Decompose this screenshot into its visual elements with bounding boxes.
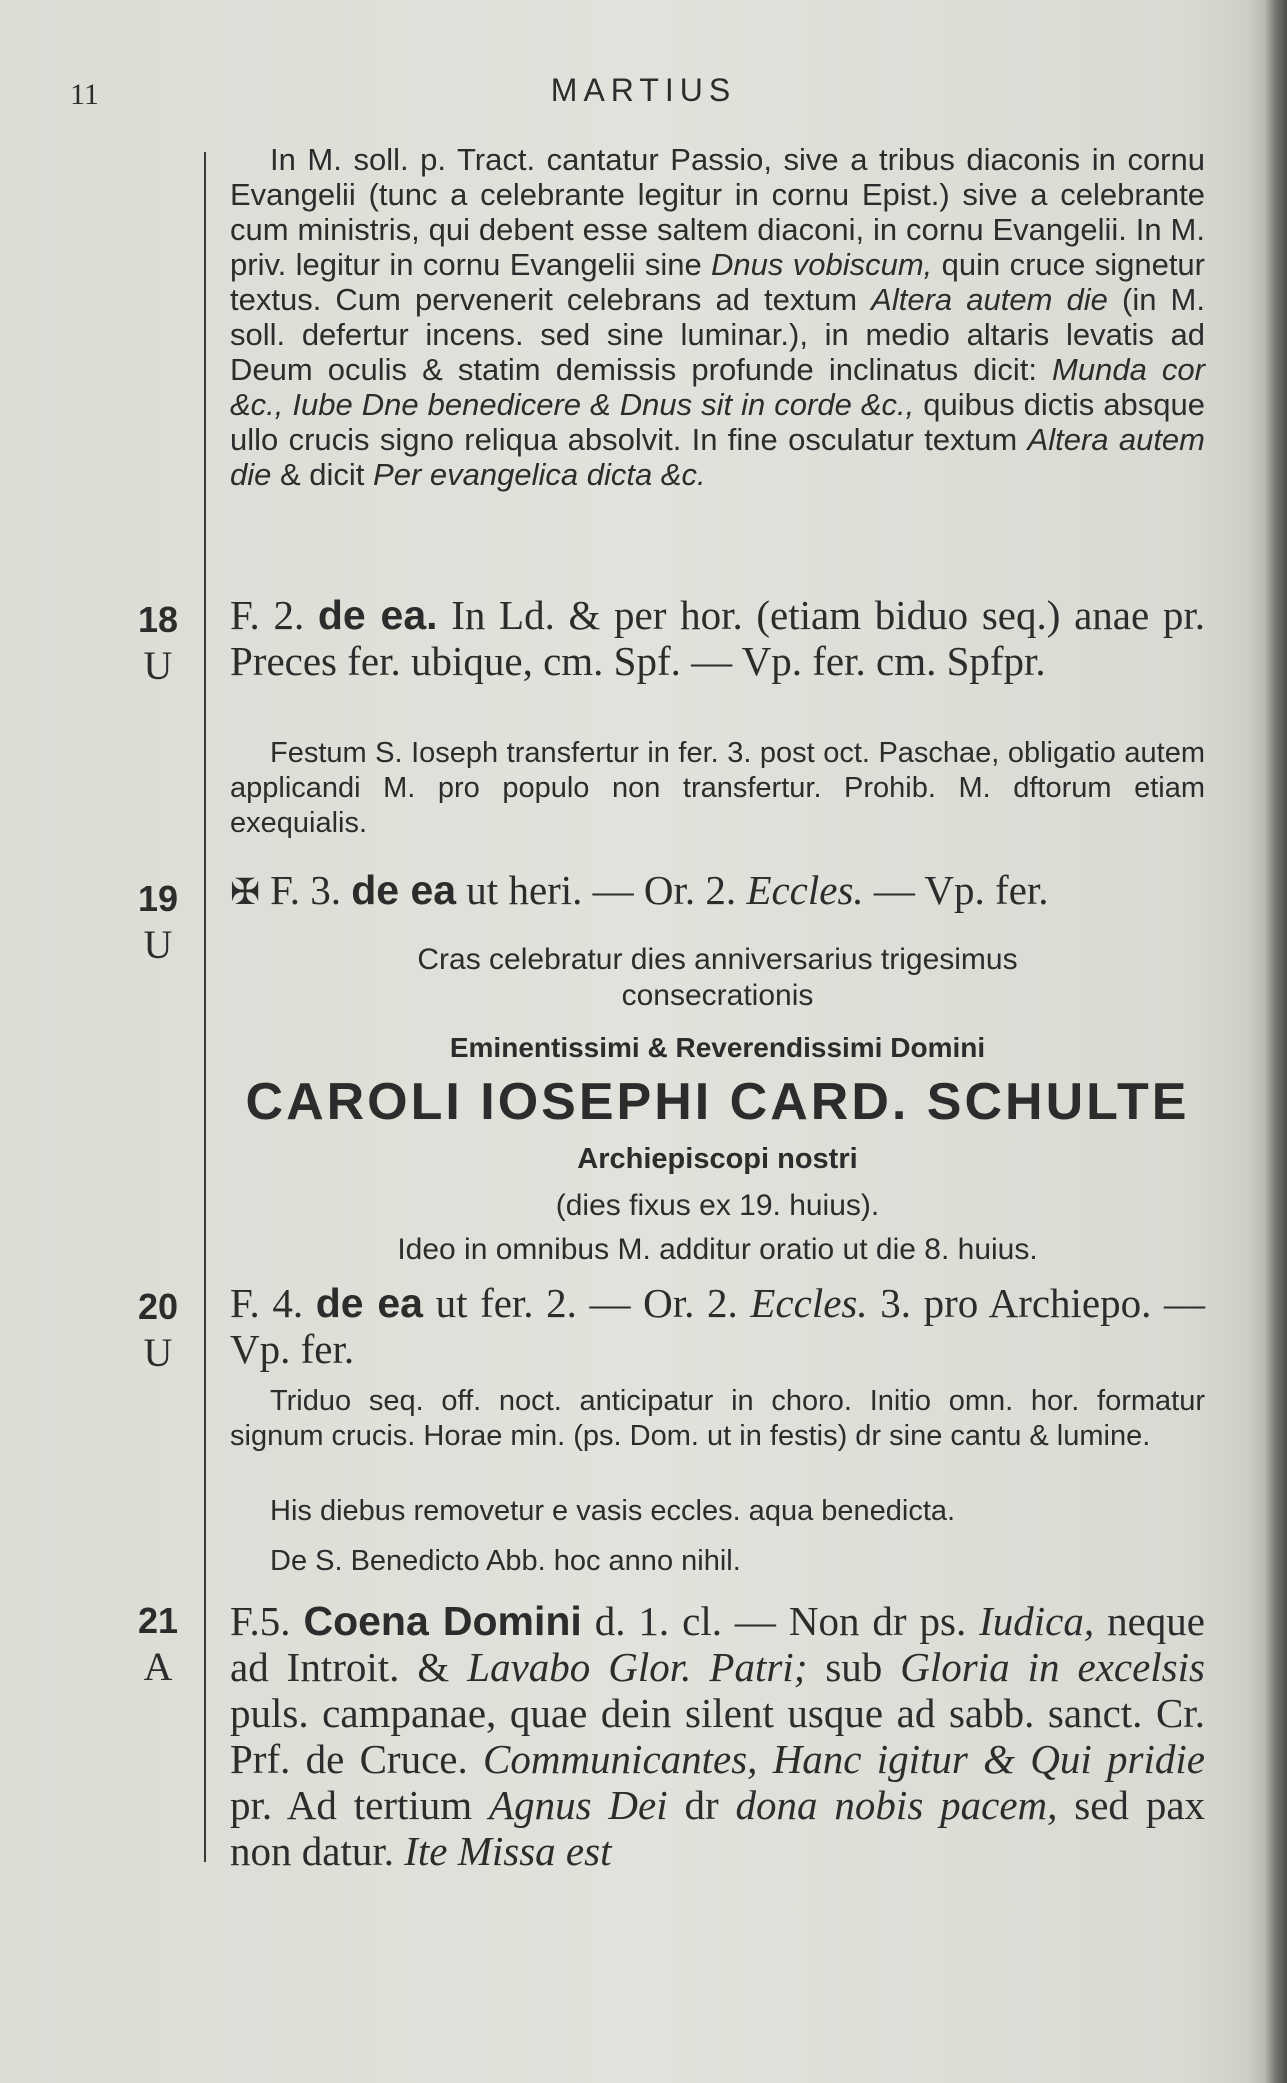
date-20 [128, 1284, 188, 1376]
date-18 [128, 597, 188, 689]
announcement-line-7: Ideo in omnibus M. additur oratio ut die 8. huius. [397, 1233, 1038, 1266]
announcement-line-2: consecrationis [621, 979, 814, 1012]
entry-20-text: F. 4. de ea ut fer. 2. — Or. 2. Eccles. 3. pro Archiepo. — Vp. fer. [230, 1280, 1205, 1372]
dominical-letter: A [143, 1644, 173, 1689]
entry-20-note-1: Triduo seq. off. noct. anticipatur in choro. Initio omn. hor. formatur signum crucis. Horae min. (ps. Dom. ut in festis) dr sine cantu & lumine. [230, 1385, 1205, 1452]
cross-icon: ✠ [230, 872, 261, 912]
dominical-letter: U [143, 1330, 173, 1375]
announcement-line-1: Cras celebratur dies anniversarius trigesimus [417, 943, 1018, 976]
passio-rubric: In M. soll. p. Tract. cantatur Passio, sive a tribus diaconis in cornu Evangelii (tunc a celebrante legitur in cornu Epist.) sive a celebrante cum ministris, qui debent esse saltem diaconi, in cornu Evangelii. In M. priv. legitur in cornu Evangelii sine Dnus vobiscum, quin cruce signetur textus. Cum pervenerit celebrans ad textum Altera autem die (in M. soll. defertur incens. sed sine luminar.), in medio altaris levatis ad Deum oculis & statim demissis profunde inclinatus dicit: Munda cor &c., Iube Dne benedicere & Dnus sit in corde &c., quibus dictis absque ullo crucis signo reliqua absolvit. In fine osculatur textum Altera autem die & dicit Per evangelica dicta &c. [230, 142, 1205, 492]
date-19 [128, 876, 188, 968]
date-21 [128, 1598, 188, 1690]
day-number: 20 [137, 1286, 179, 1327]
entry-20-note-2: His diebus removetur e vasis eccles. aqua benedicta. [270, 1495, 956, 1527]
running-head: MARTIUS [550, 72, 737, 108]
announcement-line-5: Archiepiscopi nostri [577, 1143, 858, 1175]
dominical-letter: U [143, 922, 173, 967]
entry-20-note-3: De S. Benedicto Abb. hoc anno nihil. [270, 1545, 741, 1577]
dominical-letter: U [143, 643, 173, 688]
announcement-name: CAROLI IOSEPHI CARD. SCHULTE [245, 1073, 1190, 1131]
entry-18-text: F. 2. de ea. In Ld. & per hor. (etiam biduo seq.) anae pr. Preces fer. ubique, cm. Spf. — Vp. fer. cm. Spfpr. [230, 592, 1205, 684]
page-number: 11 [70, 78, 99, 111]
announcement-line-3: Eminentissimi & Reverendissimi Domini [449, 1032, 986, 1063]
entry-18-note: Festum S. Ioseph transfertur in fer. 3. post oct. Paschae, obligatio autem applicandi M. pro populo non transfertur. Prohib. M. dftorum etiam exequialis. [230, 737, 1205, 839]
day-number: 19 [137, 878, 179, 919]
entry-21-text: F.5. Coena Domini d. 1. cl. — Non dr ps. Iudica, neque ad Introit. & Lavabo Glor. Patri; sub Gloria in excelsis puls. campanae, quae dein silent usque ad sabb. sanct. Cr. Prf. de Cruce. Communicantes, Hanc igitur & Qui pridie pr. Ad tertium Agnus Dei dr dona nobis pacem, sed pax non datur. Ite Missa est [230, 1598, 1206, 1874]
announcement-line-6: (dies fixus ex 19. huius). [555, 1189, 880, 1222]
page-edge-shadow [1247, 0, 1287, 2083]
day-number: 21 [137, 1600, 179, 1641]
margin-rule [204, 152, 206, 1862]
entry-19-text: ✠ F. 3. de ea ut heri. — Or. 2. Eccles. — Vp. fer. [230, 867, 1049, 913]
day-number: 18 [137, 599, 179, 640]
